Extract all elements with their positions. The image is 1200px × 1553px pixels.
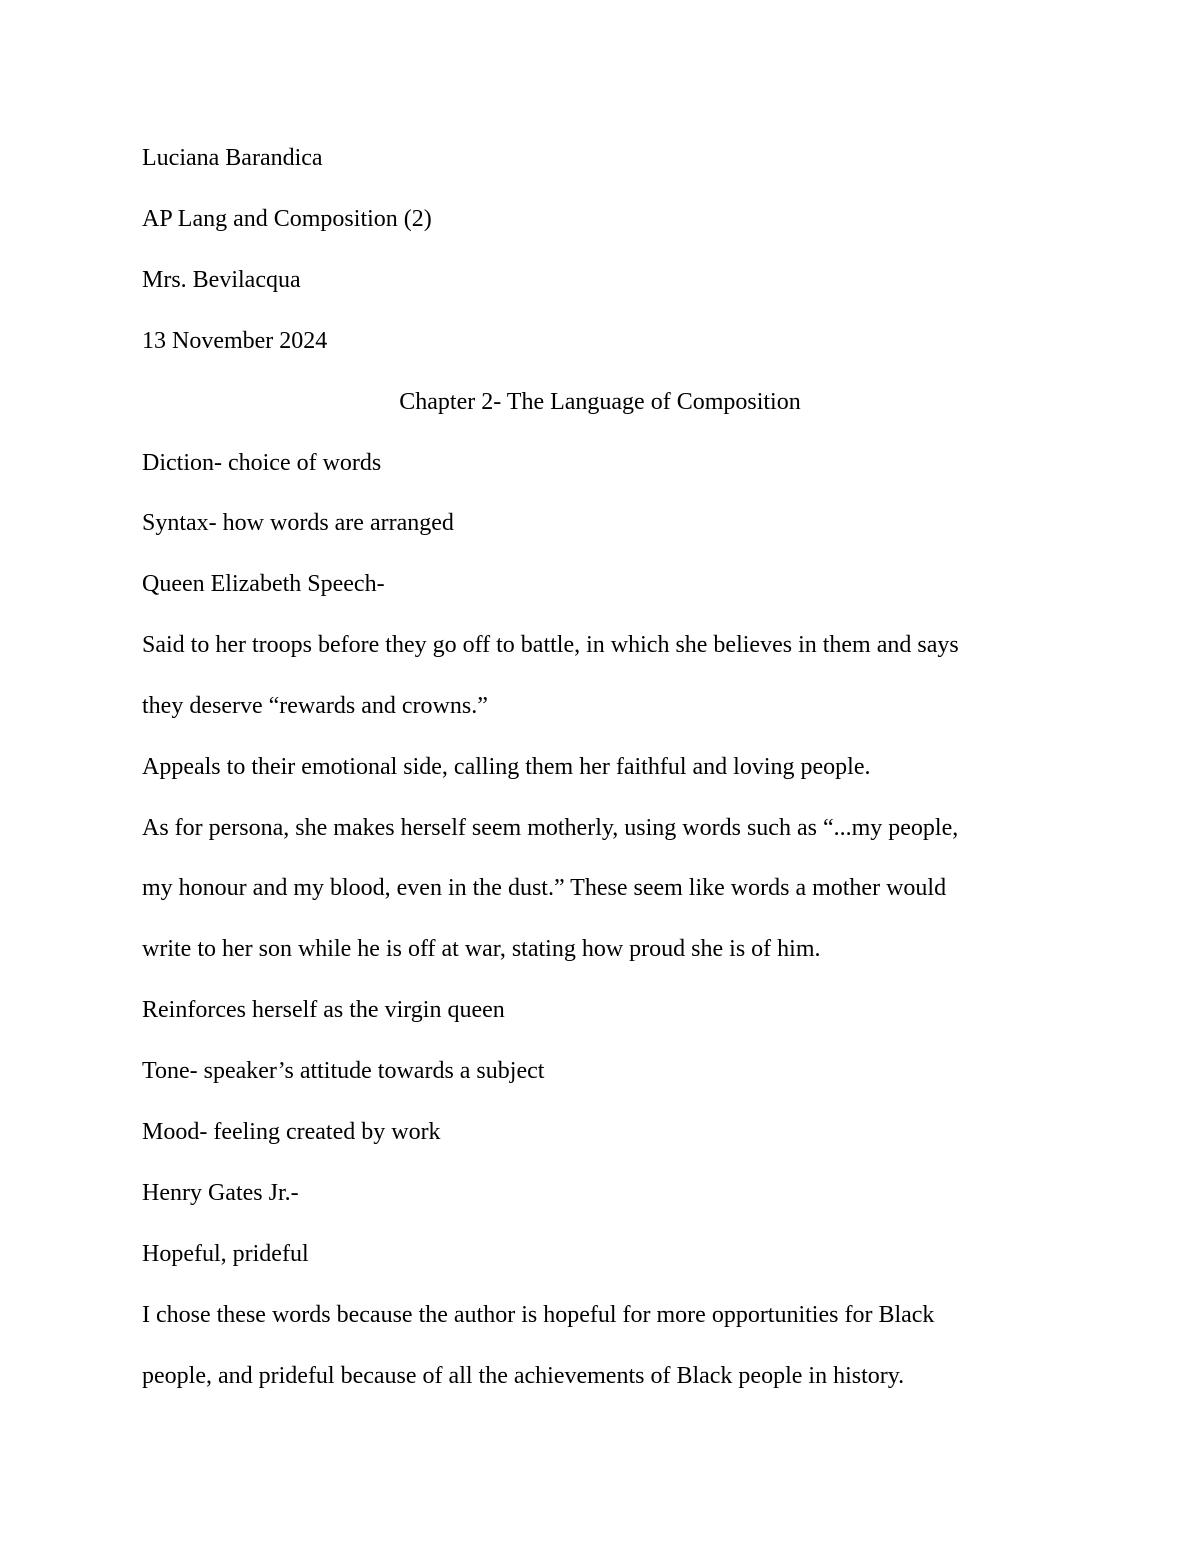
- author-name: Luciana Barandica: [142, 145, 323, 171]
- document-date: 13 November 2024: [142, 328, 328, 354]
- course-name: AP Lang and Composition (2): [142, 206, 432, 232]
- body-line: they deserve “rewards and crowns.”: [142, 693, 488, 719]
- body-line: Tone- speaker’s attitude towards a subject: [142, 1058, 545, 1084]
- body-line: Queen Elizabeth Speech-: [142, 571, 385, 597]
- body-line: Appeals to their emotional side, calling them her faithful and loving people.: [142, 754, 871, 780]
- body-line: As for persona, she makes herself seem motherly, using words such as “...my people,: [142, 815, 959, 841]
- body-line: Syntax- how words are arranged: [142, 510, 454, 536]
- body-line: Diction- choice of words: [142, 450, 382, 476]
- document-title: Chapter 2- The Language of Composition: [399, 389, 801, 415]
- body-line: Henry Gates Jr.-: [142, 1180, 299, 1206]
- body-line: Mood- feeling created by work: [142, 1119, 441, 1145]
- body-line: I chose these words because the author is hopeful for more opportunities for Black: [142, 1302, 935, 1328]
- body-line: Said to her troops before they go off to battle, in which she believes in them and says: [142, 632, 959, 658]
- teacher-name: Mrs. Bevilacqua: [142, 267, 301, 293]
- body-line: Hopeful, prideful: [142, 1241, 309, 1267]
- body-line: people, and prideful because of all the achievements of Black people in history.: [142, 1363, 905, 1389]
- body-line: write to her son while he is off at war, stating how proud she is of him.: [142, 936, 821, 962]
- body-line: my honour and my blood, even in the dust.” These seem like words a mother would: [142, 875, 947, 901]
- body-line: Reinforces herself as the virgin queen: [142, 997, 505, 1023]
